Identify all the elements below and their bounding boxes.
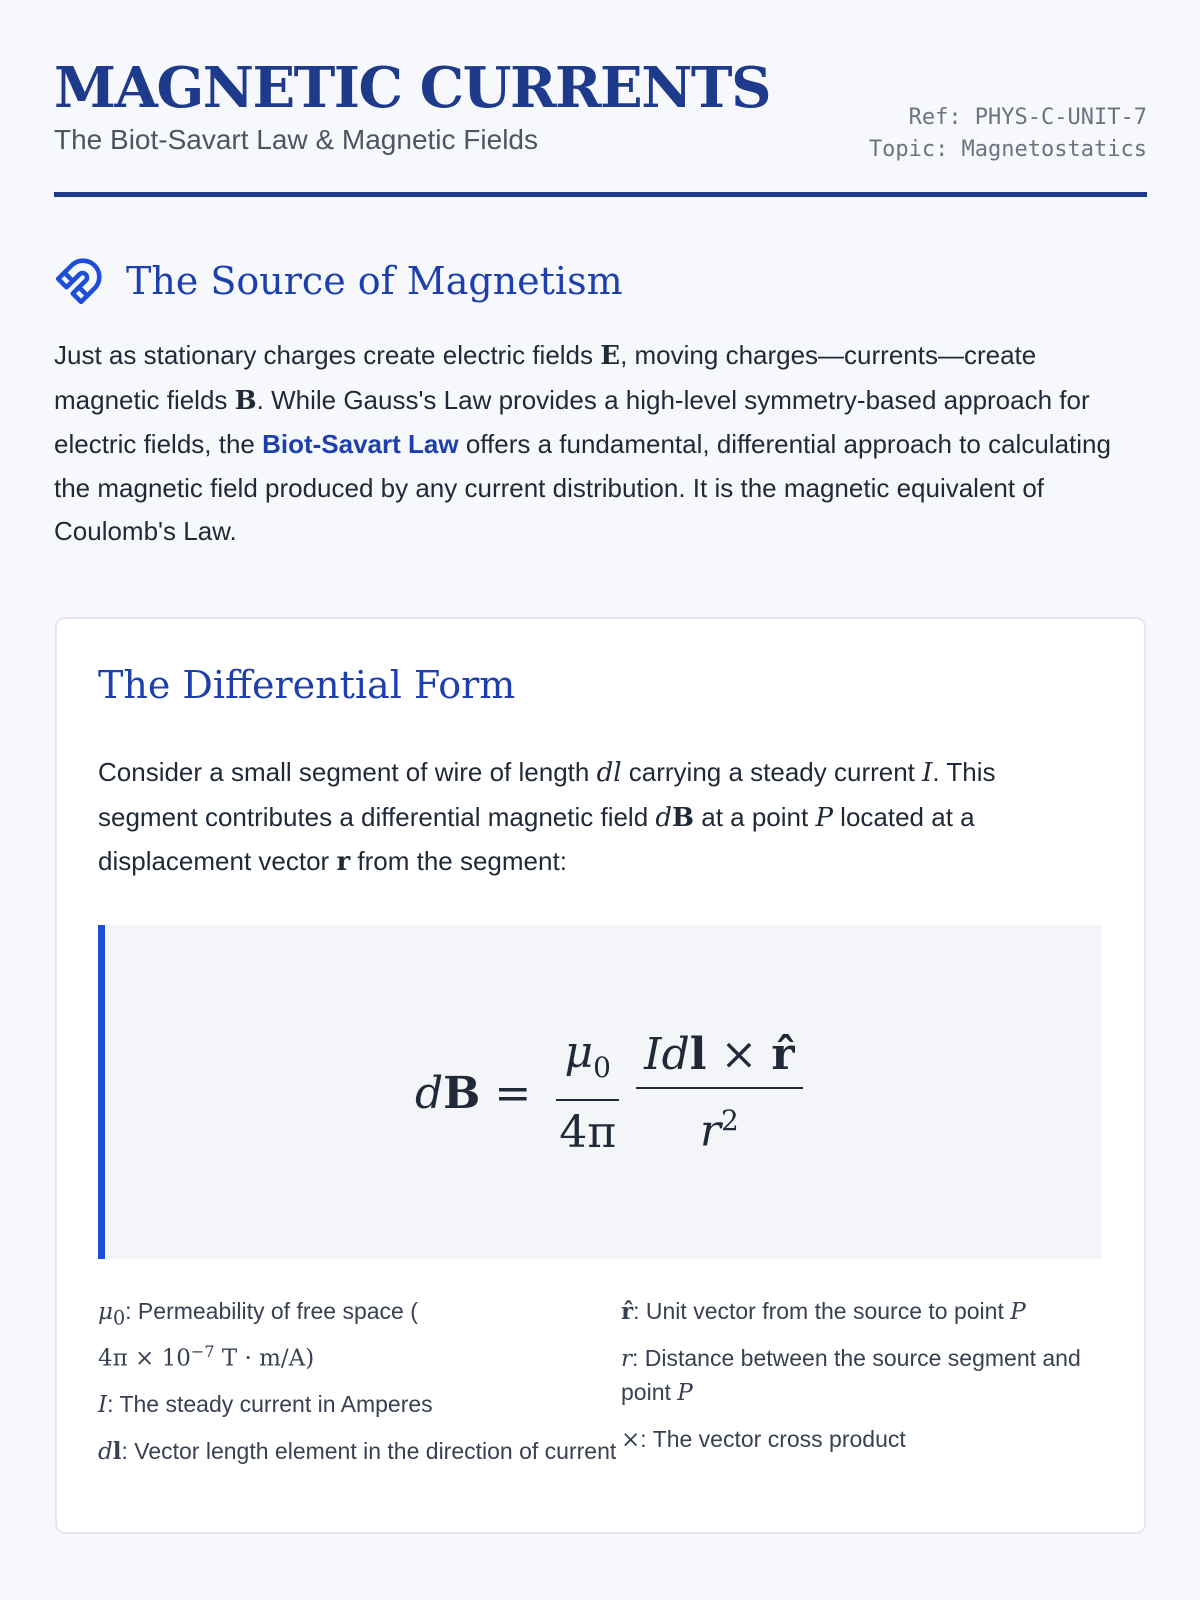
biot-savart-highlight: Biot-Savart Law: [262, 429, 459, 459]
equation-box: [98, 925, 1102, 1259]
eq-d: d: [415, 1067, 444, 1119]
legend-point: P: [677, 1380, 693, 1406]
eq-num-l: l: [689, 1028, 707, 1080]
eq-constant-fraction: [551, 1027, 624, 1160]
para-text: carrying a steady current: [621, 757, 923, 787]
intro-paragraph: [54, 334, 1147, 554]
page-title: MAGNETIC CURRENTS: [54, 55, 771, 121]
page-subtitle: The Biot-Savart Law & Magnetic Fields: [54, 124, 538, 155]
legend-text: : Distance between the source segment and point: [621, 1345, 1081, 1405]
legend-text: : Vector length element in the direction of current: [121, 1438, 617, 1465]
intro-text: , moving charges—currents—create magnetic fields: [54, 340, 1037, 415]
legend-symbol: μ: [98, 1299, 113, 1325]
symbol-legend: [98, 1295, 1108, 1482]
db-b-symbol: B: [672, 802, 695, 833]
card-paragraph: [98, 751, 1098, 885]
eq-den-r: r: [699, 1105, 721, 1157]
legend-symbol: I: [98, 1392, 108, 1419]
electric-field-symbol: E: [600, 341, 621, 371]
para-text: Consider a small segment of wire of length: [98, 757, 597, 787]
legend-item-dl: [98, 1435, 621, 1469]
legend-item-rhat: [621, 1295, 1101, 1329]
eq-mu-sub: 0: [593, 1050, 611, 1084]
eq-mu: [556, 1027, 618, 1102]
eq-num-d: d: [661, 1028, 690, 1080]
eq-b: B: [443, 1067, 481, 1119]
legend-symbol: r: [621, 1346, 632, 1372]
eq-four-pi: 4π: [559, 1107, 617, 1159]
legend-exp: −7: [190, 1341, 215, 1361]
eq-num-i: I: [644, 1028, 662, 1080]
legend-item-cross: [621, 1423, 1101, 1457]
legend-text: : Unit vector from the source to point: [633, 1298, 1011, 1324]
magnet-icon: [54, 256, 104, 306]
legend-column-left: [98, 1295, 621, 1482]
differential-form-card: [55, 617, 1146, 1534]
legend-symbol: d: [98, 1439, 113, 1466]
legend-text: : The vector cross product: [640, 1426, 906, 1452]
intro-text: offers a fundamental, differential approach to calculating the magnetic field produced by any current distribution. It is the magnetic equivalent of Coulomb's Law.: [54, 429, 1111, 546]
biot-savart-equation: [415, 1026, 809, 1159]
eq-rhat: r̂: [771, 1028, 795, 1080]
eq-times: ×: [720, 1028, 758, 1080]
legend-symbol-bold: l: [112, 1438, 122, 1466]
legend-text: : The steady current in Amperes: [107, 1391, 433, 1418]
document-meta: [869, 102, 1147, 166]
legend-item-current: [98, 1388, 621, 1422]
para-text: from the segment:: [350, 846, 567, 876]
legend-value: 4π × 10: [98, 1345, 191, 1372]
para-text: at a point: [694, 801, 816, 832]
page-header: [54, 56, 1147, 200]
legend-point: P: [1010, 1299, 1026, 1325]
para-text: . This segment contributes a differential magnetic field: [98, 757, 996, 832]
db-d-symbol: d: [655, 802, 673, 833]
legend-symbol: ×: [621, 1427, 641, 1453]
header-divider: [54, 192, 1147, 197]
eq-mu-symbol: μ: [564, 1026, 594, 1078]
legend-units: T · m/A): [214, 1345, 315, 1372]
intro-text: Just as stationary charges create electric fields: [54, 340, 601, 370]
section-title: The Source of Magnetism: [126, 259, 623, 303]
current-symbol: I: [922, 758, 933, 788]
magnetic-field-symbol: B: [234, 385, 257, 416]
legend-column-right: [621, 1295, 1101, 1482]
legend-sub: 0: [112, 1306, 126, 1330]
legend-text: : Permeability of free space (: [125, 1298, 418, 1324]
eq-numerator: [636, 1029, 802, 1089]
r-vector-symbol: r: [336, 847, 351, 877]
ref-code: Ref: PHYS-C-UNIT-7: [908, 105, 1147, 130]
point-symbol: P: [815, 802, 833, 833]
card-title: The Differential Form: [98, 663, 516, 707]
eq-equals: =: [494, 1067, 532, 1119]
para-text: located at a displacement vector: [98, 801, 975, 876]
eq-den-exp: 2: [720, 1103, 739, 1137]
dl-symbol: dl: [596, 758, 622, 788]
section-heading: [54, 254, 623, 308]
legend-item-mu0: [98, 1295, 621, 1375]
eq-denominator: [692, 1089, 747, 1158]
legend-item-r: [621, 1342, 1101, 1410]
eq-main-fraction: [636, 1029, 802, 1158]
legend-symbol: r̂: [621, 1298, 634, 1325]
topic-label: Topic: Magnetostatics: [868, 137, 1147, 162]
intro-text: . While Gauss's Law provides a high-level symmetry-based approach for electric fields, the: [54, 384, 1090, 459]
